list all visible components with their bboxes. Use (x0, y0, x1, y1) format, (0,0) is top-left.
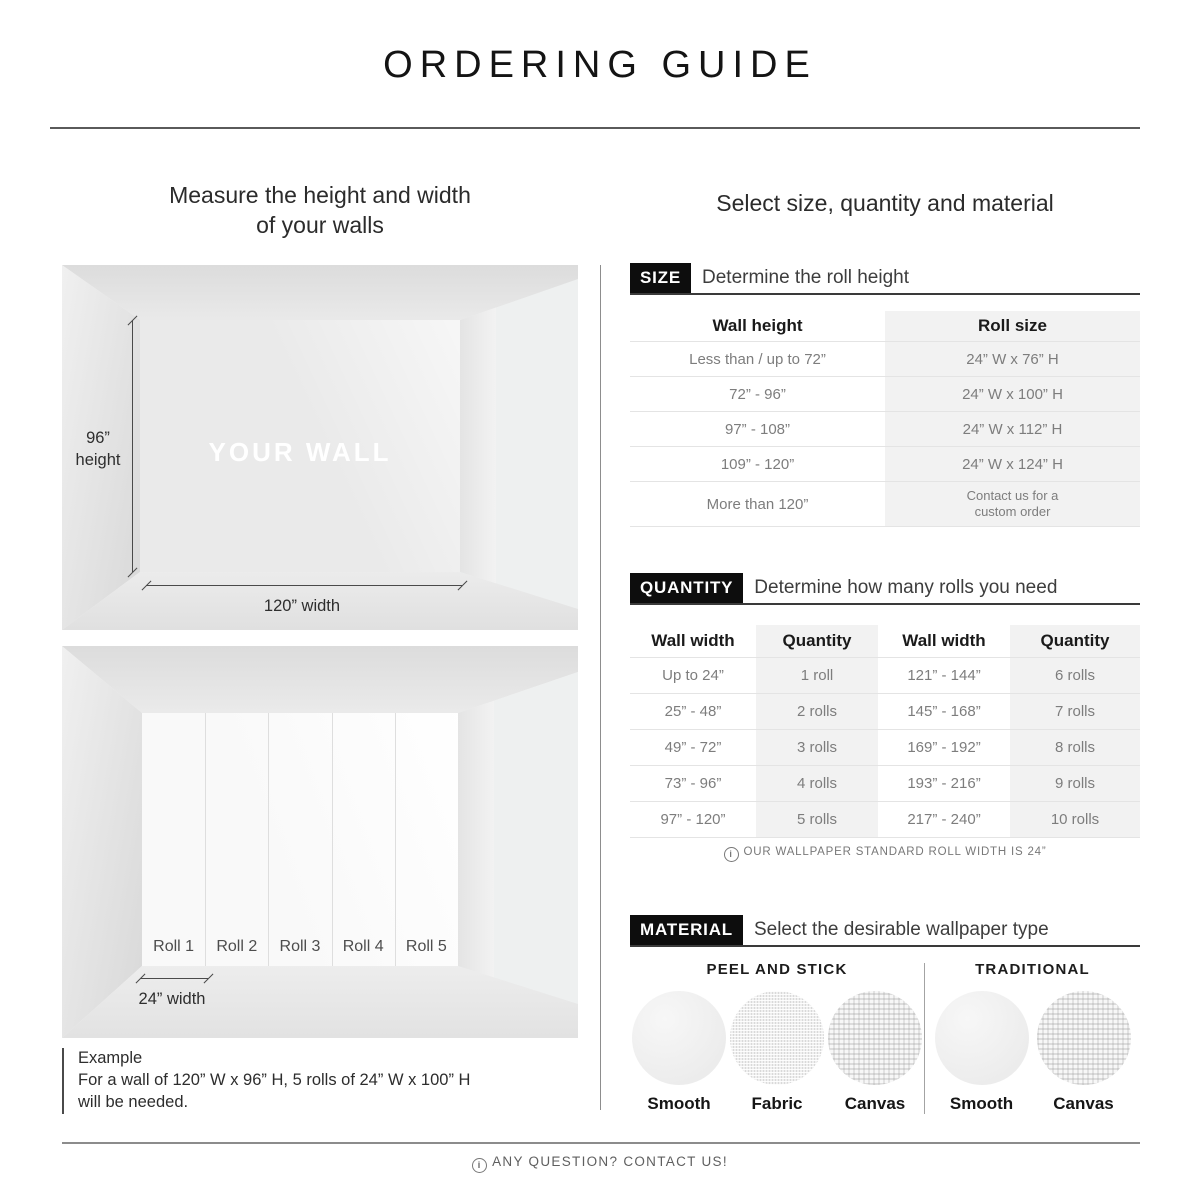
example-line1: For a wall of 120” W x 96” H, 5 rolls of 24” W x 100” H (78, 1070, 471, 1089)
quantity-table-row (630, 802, 1140, 838)
quantity-table-row (630, 658, 1140, 694)
swatch-row (630, 991, 924, 1114)
swatch-label: Canvas (844, 1094, 906, 1113)
wall-height-cell: Less than / up to 72” (689, 350, 826, 368)
quantity-table-row (630, 730, 1140, 766)
room-windows (458, 672, 578, 1004)
custom-order-text: Contact us for a custom order (966, 487, 1059, 519)
room-illustration-rolls (62, 646, 578, 1038)
smooth-texture-circle (632, 991, 726, 1085)
material-section-header (630, 915, 1140, 947)
swatch-label: Smooth (647, 1094, 711, 1113)
swatch-canvas (1037, 991, 1131, 1114)
info-icon (472, 1158, 487, 1173)
quantity-section-header (630, 573, 1140, 605)
size-col-header: Wall height (712, 316, 803, 335)
wall-height-cell: 109” - 120” (720, 455, 795, 473)
size-badge: SIZE (630, 263, 691, 293)
quantity-cell: 9 rolls (1010, 766, 1140, 801)
standard-roll-width-note (630, 846, 1140, 862)
footer-contact-note (0, 1154, 1200, 1173)
roll-panel-divider (268, 713, 269, 966)
room-back-wall-panels (142, 713, 458, 966)
title-divider (50, 127, 1140, 129)
traditional-title: TRADITIONAL (975, 961, 1090, 978)
room-windows (460, 279, 578, 609)
quantity-section (630, 573, 1140, 838)
material-groups (630, 961, 1140, 1114)
size-table-row (630, 377, 1140, 412)
quantity-cell: 1 roll (756, 658, 878, 693)
canvas-texture-circle (828, 991, 922, 1085)
wall-width-cell: 121” - 144” (907, 667, 981, 684)
material-badge: MATERIAL (630, 915, 743, 945)
example-line2: will be needed. (78, 1092, 189, 1111)
wall-width-cell: 145” - 168” (907, 703, 981, 720)
roll-size-cell: 24” W x 124” H (885, 447, 1140, 481)
select-heading: Select size, quantity and material (716, 190, 1054, 216)
quantity-cell: 8 rolls (1010, 730, 1140, 765)
quantity-subtitle: Determine how many rolls you need (754, 577, 1058, 598)
swatch-fabric (730, 991, 824, 1114)
roll-label: Roll 4 (342, 938, 384, 955)
size-table-row (630, 342, 1140, 377)
measure-heading (62, 181, 578, 241)
traditional-group (925, 961, 1140, 1114)
size-table-row (630, 447, 1140, 482)
quantity-table-header-row (630, 625, 1140, 658)
roll-size-cell: 24” W x 76” H (885, 342, 1140, 376)
width-dimension-line (146, 585, 462, 586)
quantity-cell: 2 rolls (756, 694, 878, 729)
height-dimension-line (132, 320, 133, 572)
height-dimension-label (68, 427, 128, 472)
roll-label: Roll 2 (216, 938, 258, 955)
size-col-header: Roll size (885, 311, 1140, 341)
peel-and-stick-title: PEEL AND STICK (706, 961, 848, 978)
size-section (630, 263, 1140, 527)
material-subtitle: Select the desirable wallpaper type (753, 919, 1049, 940)
swatch-label: Canvas (1053, 1094, 1114, 1113)
quantity-badge: QUANTITY (630, 573, 743, 603)
size-table-header-row (630, 311, 1140, 342)
quantity-cell: 4 rolls (756, 766, 878, 801)
wall-width-cell: 193” - 216” (907, 775, 981, 792)
note-text: OUR WALLPAPER STANDARD ROLL WIDTH IS 24” (743, 846, 1047, 858)
wall-height-cell: 97” - 108” (724, 420, 791, 438)
size-section-header (630, 263, 1140, 295)
quantity-table-row (630, 766, 1140, 802)
window-wall-strip (458, 672, 494, 1004)
roll-label: Roll 3 (279, 938, 321, 955)
measure-heading-line1: Measure the height and width (169, 182, 471, 208)
wall-width-cell: 169” - 192” (907, 739, 981, 756)
quantity-col-header: Quantity (1010, 625, 1140, 657)
quantity-cell: 7 rolls (1010, 694, 1140, 729)
quantity-cell: 3 rolls (756, 730, 878, 765)
swatch-smooth (935, 991, 1029, 1114)
size-table-row (630, 412, 1140, 447)
roll-size-cell: 24” W x 112” H (885, 412, 1140, 446)
size-table (630, 311, 1140, 527)
wall-width-cell: 97” - 120” (660, 811, 726, 828)
fabric-texture-circle (730, 991, 824, 1085)
roll-labels-row (142, 938, 458, 956)
footer-text: ANY QUESTION? CONTACT US! (492, 1154, 728, 1169)
height-word: height (75, 451, 121, 470)
quantity-col-header: Wall width (651, 631, 735, 650)
quantity-table-row (630, 694, 1140, 730)
swatch-smooth (632, 991, 726, 1114)
quantity-col-header: Wall width (902, 631, 986, 650)
wall-width-cell: Up to 24” (662, 667, 724, 684)
wall-width-cell: 49” - 72” (664, 739, 722, 756)
roll-size-cell: 24” W x 100” H (885, 377, 1140, 411)
example-block (62, 1048, 594, 1114)
swatch-label: Smooth (949, 1094, 1014, 1113)
wall-width-cell: 217” - 240” (907, 811, 981, 828)
roll-label: Roll 5 (405, 938, 447, 955)
roll-panel-divider (332, 713, 333, 966)
swatch-row (925, 991, 1140, 1114)
roll-size-cell (885, 482, 1140, 526)
smooth-texture-circle (935, 991, 1029, 1085)
roll-width-dimension-label: 24” width (138, 990, 206, 1008)
height-value: 96” (86, 429, 110, 447)
quantity-cell: 6 rolls (1010, 658, 1140, 693)
quantity-cell: 10 rolls (1010, 802, 1140, 837)
roll-panel-divider (395, 713, 396, 966)
wall-height-cell: More than 120” (706, 495, 809, 513)
measure-heading-line2: of your walls (256, 211, 384, 238)
wall-height-cell: 72” - 96” (729, 385, 786, 403)
example-heading: Example (78, 1049, 143, 1067)
roll-label: Roll 1 (153, 938, 195, 955)
wall-width-cell: 25” - 48” (664, 703, 722, 720)
room-illustration-your-wall (62, 265, 578, 630)
info-icon (724, 847, 739, 862)
peel-and-stick-group (630, 961, 924, 1114)
quantity-col-header: Quantity (756, 625, 878, 657)
material-section (630, 915, 1140, 1114)
window-wall-strip (460, 279, 496, 609)
wall-width-cell: 73” - 96” (664, 775, 722, 792)
size-table-row (630, 482, 1140, 527)
column-divider (600, 265, 601, 1110)
roll-width-dimension-line (140, 978, 208, 979)
quantity-cell: 5 rolls (756, 802, 878, 837)
footer-divider (62, 1142, 1140, 1144)
swatch-canvas (828, 991, 922, 1114)
canvas-texture-circle (1037, 991, 1131, 1085)
quantity-table (630, 625, 1140, 838)
roll-panel-divider (205, 713, 206, 966)
page-title: ORDERING GUIDE (383, 44, 817, 86)
your-wall-label: YOUR WALL (208, 437, 392, 467)
size-subtitle: Determine the roll height (702, 267, 909, 288)
width-dimension-label: 120” width (263, 597, 341, 615)
swatch-label: Fabric (751, 1094, 803, 1113)
